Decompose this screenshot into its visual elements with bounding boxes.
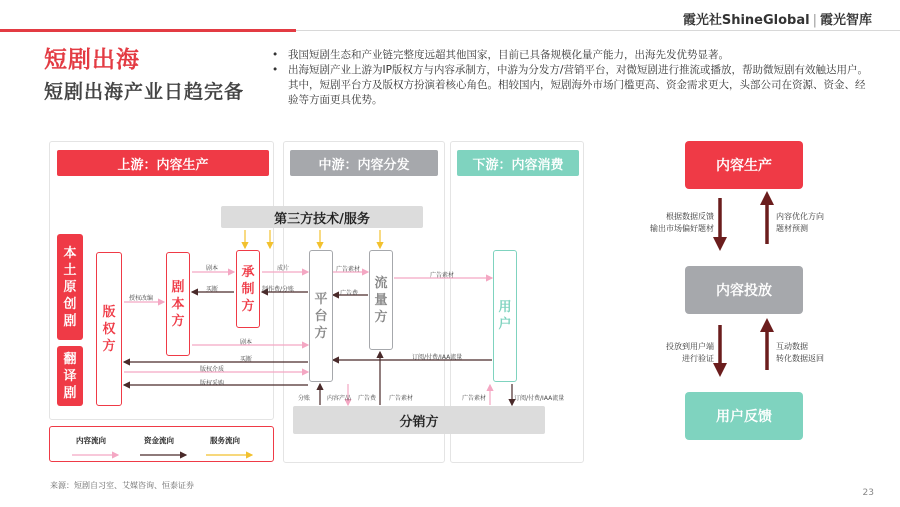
bullet-item: • 出海短剧产业上游为IP版权方与内容承制方，中游为分发方/营销平台，对微短剧进行推流或播放，帮助微短剧有效触达用户。其中，短剧平台方及版权方扮演着核心角色。相较国内，短剧海外市场门槛更高、资金需求更大，头部公司在资源、资金、经验等方面更具优势。 — [268, 63, 868, 108]
flow-label: 订阅/付费/IAA流量 — [514, 395, 565, 402]
flow-label: 分账 — [298, 395, 311, 402]
legend-service-flow: 服务流向 — [210, 436, 240, 445]
node-platform: 平 台 方 — [309, 250, 333, 382]
flow-label: 订阅/付费/IAA流量 — [412, 354, 463, 361]
stage-midstream-header: 中游：内容分发 — [290, 150, 438, 176]
flow-label: 广告素材 — [336, 266, 361, 273]
cycle-content-production: 内容生产 — [685, 141, 803, 189]
distributor-bar: 分销方 — [293, 406, 545, 434]
brand-left: 霞光社ShineGlobal — [682, 13, 810, 28]
cycle-label-up-1: 内容优化方向 题材预测 — [776, 212, 824, 233]
stage-upstream-header: 上游：内容生产 — [57, 150, 269, 176]
flow-label: 成片 — [277, 265, 290, 272]
flow-label: 内容产品 — [327, 395, 352, 402]
page-title: 短剧出海 — [44, 47, 140, 73]
flow-label: 广告费 — [358, 395, 377, 402]
page-subtitle: 短剧出海产业日趋完备 — [44, 81, 245, 103]
flow-label: 版权介质 — [200, 366, 225, 373]
page-number: 23 — [862, 488, 874, 498]
flow-label: 制作费/分账 — [262, 286, 295, 293]
third-party-service-bar: 第三方技术/服务 — [221, 206, 423, 228]
flow-label: 剧本 — [240, 339, 253, 346]
flow-label: 买断 — [240, 356, 253, 363]
flow-label: 广告素材 — [462, 395, 487, 402]
node-producer: 承 制 方 — [236, 250, 260, 328]
legend-content-flow: 内容流向 — [76, 436, 106, 445]
node-translated-drama: 翻 译 剧 — [57, 346, 83, 406]
brand-right: 霞光智库 — [819, 13, 872, 28]
node-local-original-drama: 本 土 原 创 剧 — [57, 234, 83, 340]
flow-label: 版权采购 — [200, 380, 225, 387]
source-note: 来源：短剧自习室、艾媒咨询、恒泰证券 — [50, 481, 194, 490]
cycle-label-up-2: 互动数据 转化数据返回 — [776, 342, 824, 363]
cycle-label-down-1: 根据数据反馈 输出市场偏好题材 — [650, 212, 714, 233]
cycle-label-down-2: 投放到用户端 进行验证 — [666, 342, 714, 363]
node-traffic: 流 量 方 — [369, 250, 393, 350]
stage-downstream-header: 下游：内容消费 — [457, 150, 579, 176]
flow-label: 广告素材 — [389, 395, 414, 402]
flow-label: 授权改编 — [129, 295, 154, 302]
flow-label: 买断 — [206, 286, 219, 293]
bullet-item: • 我国短剧生态和产业链完整度远超其他国家，目前已具备规模化量产能力，出海先发优势显著。 — [268, 48, 868, 63]
flow-label: 广告费 — [340, 290, 359, 297]
node-copyright-holder: 版 权 方 — [96, 252, 122, 406]
legend-money-flow: 资金流向 — [144, 436, 174, 445]
node-user: 用 户 — [493, 250, 517, 382]
flow-label: 剧本 — [206, 265, 219, 272]
flow-label: 广告素材 — [430, 272, 455, 279]
cycle-user-feedback: 用户反馈 — [685, 392, 803, 440]
brand-separator: | — [812, 13, 817, 28]
cycle-content-delivery: 内容投放 — [685, 266, 803, 314]
node-screenwriter: 剧 本 方 — [166, 252, 190, 356]
